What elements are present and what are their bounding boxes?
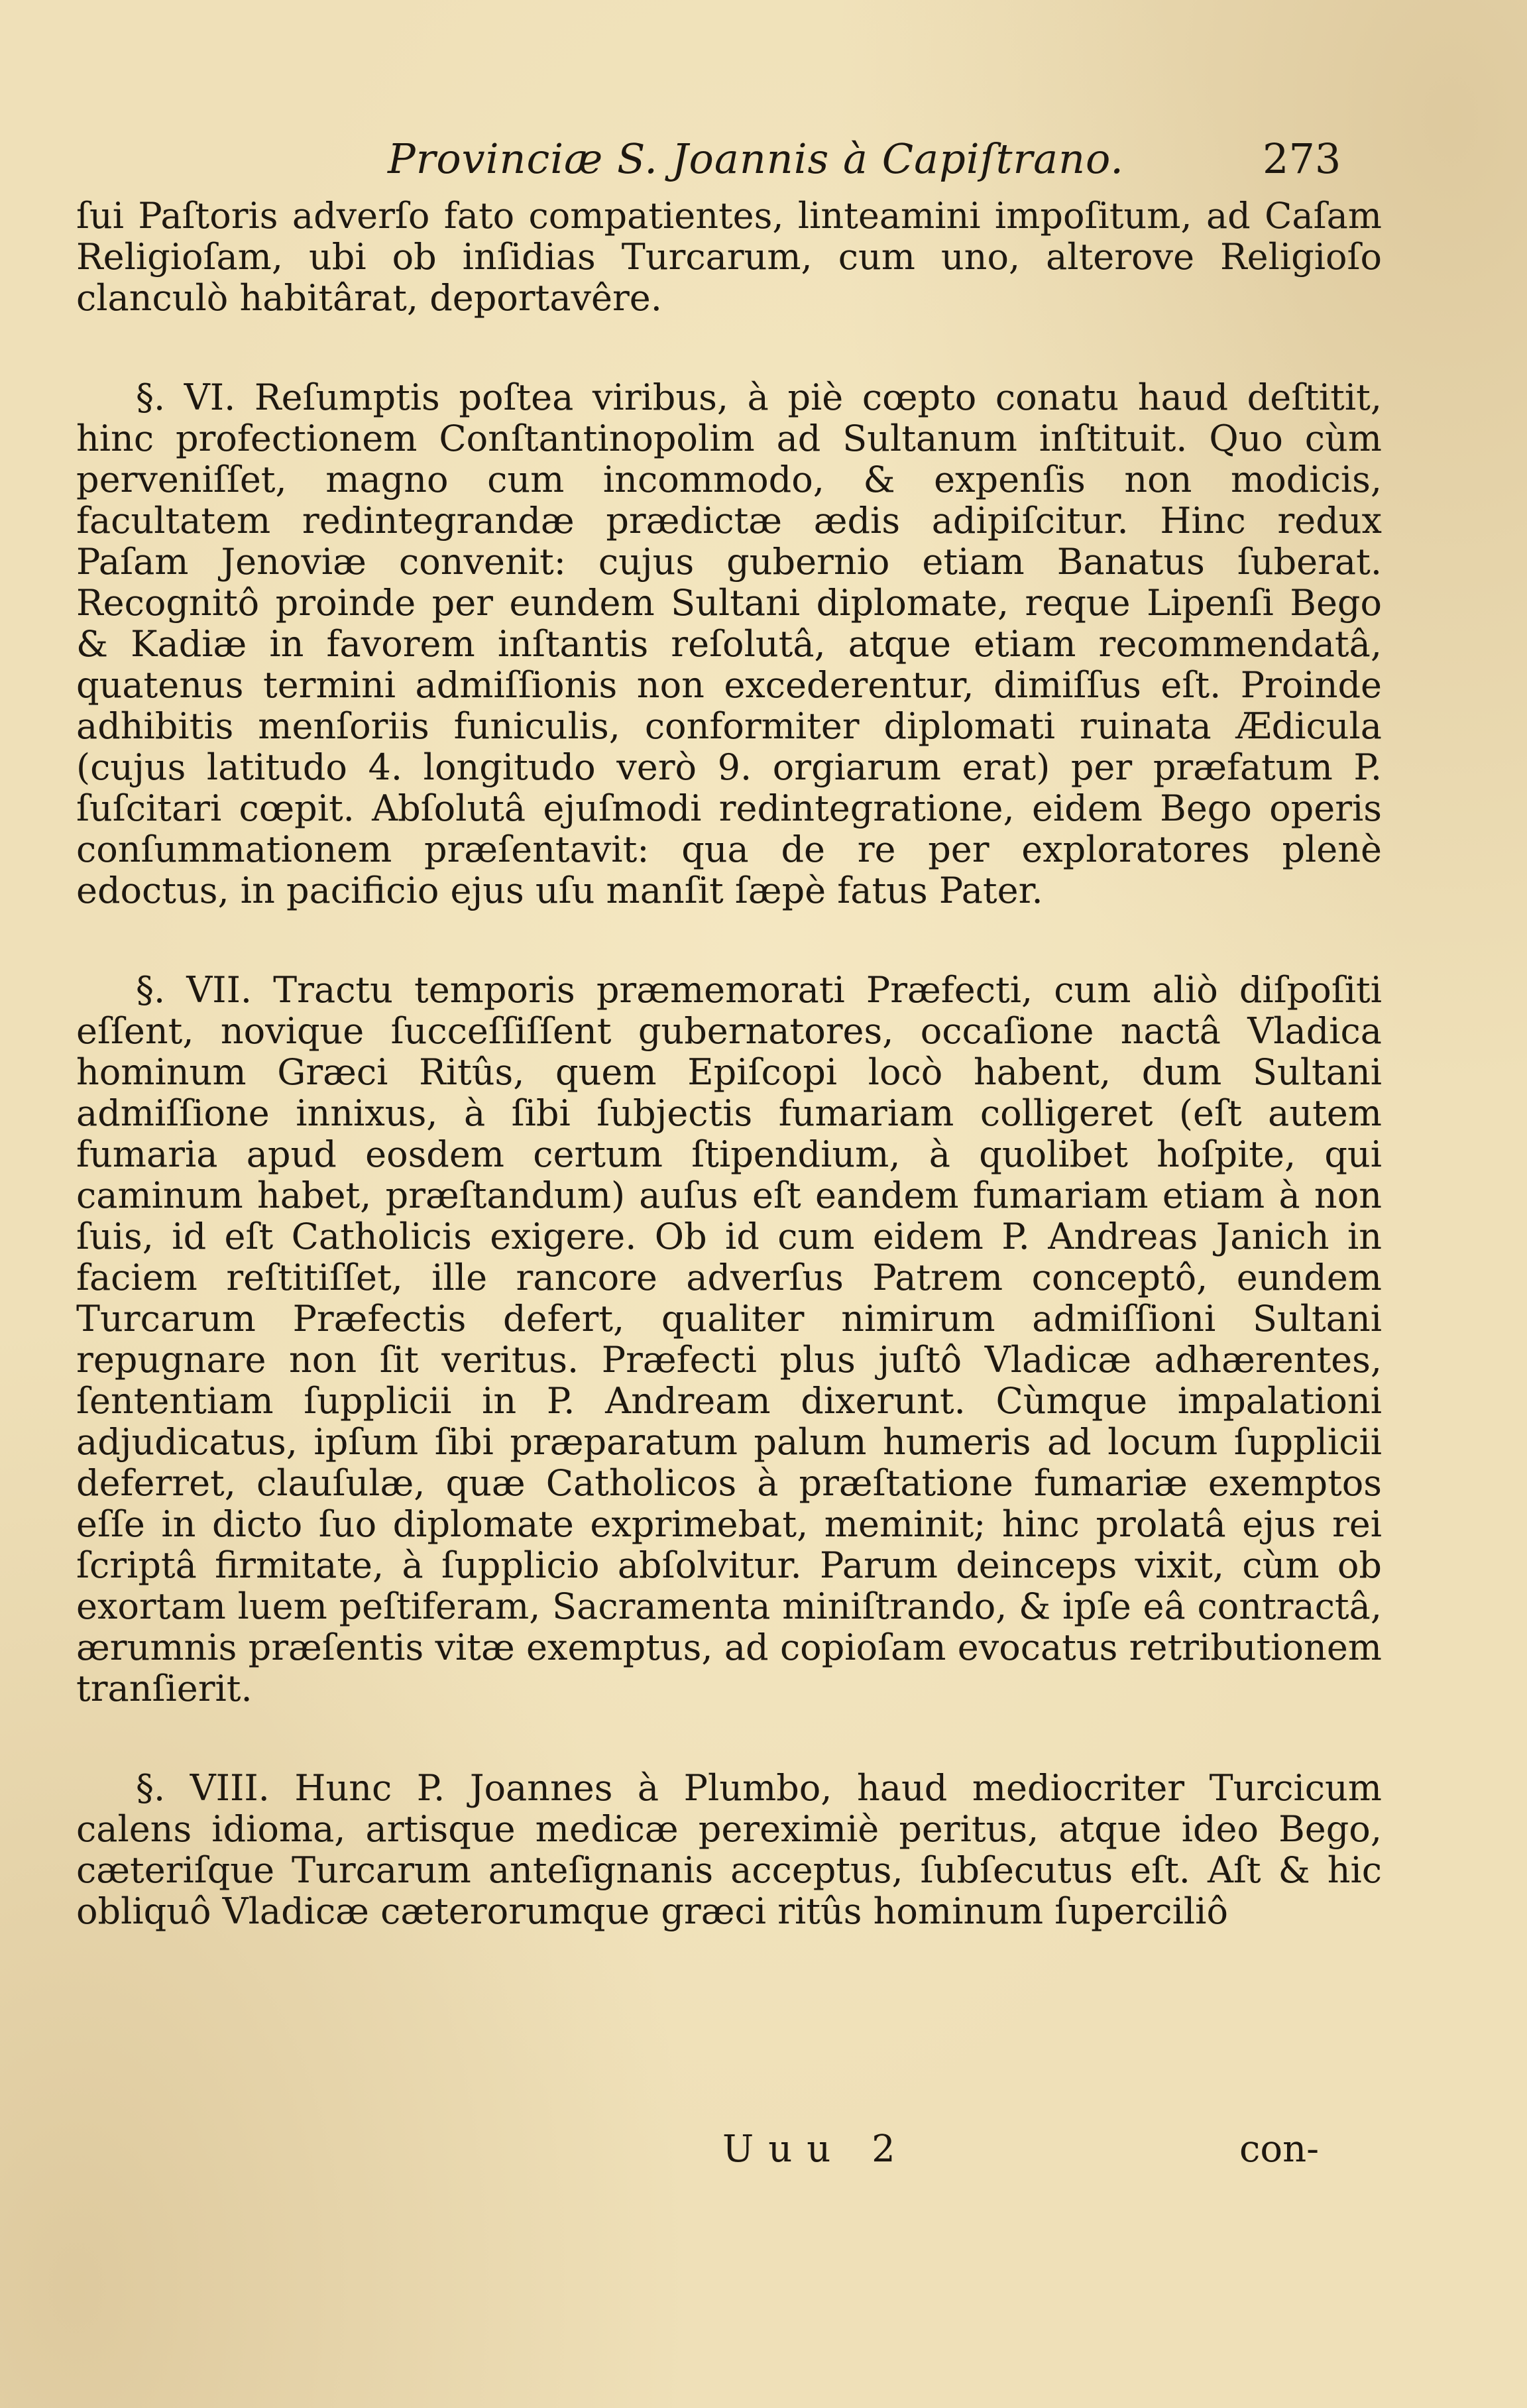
page-footer <box>0 2128 1527 2174</box>
catchword: con- <box>1239 2128 1320 2171</box>
running-title: Provinciæ S. Joannis à Capiſtrano. <box>388 135 1124 183</box>
paragraph-section-viii: §. VIII. Hunc P. Joannes à Plumbo, haud mediocriter Turcicum calens idioma, artisque medicæ pereximiè peritus, atque ideo Bego, cæteriſque Turcarum anteſignanis acceptus, ſubſecutus eſt. Aſt & hic obliquô Vladicæ cæterorumque græci ritûs hominum ſuperciliô <box>76 1767 1382 1932</box>
signature-mark: Uuu 2 <box>722 2128 910 2171</box>
page-number: 273 <box>1263 135 1341 183</box>
running-head <box>0 129 1527 189</box>
body-text <box>76 196 1382 1990</box>
paragraph-section-vi: §. VI. Reſumptis poſtea viribus, à piè cœpto conatu haud deſtitit, hinc profectionem Conſtantinopolim ad Sultanum inſtituit. Quo cùm perveniſſet, magno cum incommodo, & expenſis non modicis, facultatem redintegrandæ prædictæ ædis adipiſcitur. Hinc redux Paſam Jenoviæ convenit: cujus gubernio etiam Banatus ſuberat. Recognitô proinde per eundem Sultani diplomate, reque Lipenſi Bego & Kadiæ in favorem inſtantis reſolutâ, atque etiam recommendatâ, quatenus termini admiſſionis non excederentur, dimiſſus eſt. Proinde adhibitis menſoriis funiculis, conformiter diplomati ruinata Ædicula (cujus latitudo 4. longitudo verò 9. orgiarum erat) per præfatum P. ſuſcitari cœpit. Abſolutâ ejuſmodi redintegratione, eidem Bego operis conſummationem præſentavit: qua de re per exploratores plenè edoctus, in pacificio ejus uſu manſit ſæpè fatus Pater. <box>76 376 1382 911</box>
paragraph-continuation: ſui Paſtoris adverſo fato compatientes, linteamini impoſitum, ad Caſam Religioſam, ubi ob inſidias Turcarum, cum uno, alterove Religioſo clanculò habitârat, deportavêre. <box>76 195 1382 319</box>
paragraph-section-vii: §. VII. Tractu temporis præmemorati Præfecti, cum aliò diſpoſiti eſſent, novique ſucceſſiſſent gubernatores, occaſione nactâ Vladica hominum Græci Ritûs, quem Epiſcopi locò habent, dum Sultani admiſſione innixus, à ſibi ſubjectis fumariam colligeret (eſt autem fumaria apud eosdem certum ſtipendium, à quolibet hoſpite, qui caminum habet, præſtandum) auſus eſt eandem fumariam etiam à non ſuis, id eſt Catholicis exigere. Ob id cum eidem P. Andreas Janich in faciem reſtitiſſet, ille rancore adverſus Patrem conceptô, eundem Turcarum Præfectis defert, qualiter nimirum admiſſioni Sultani repugnare non ſit veritus. Præfecti plus juſtô Vladicæ adhærentes, ſententiam ſupplicii in P. Andream dixerunt. Cùmque impalationi adjudicatus, ipſum ſibi præparatum palum humeris ad locum ſupplicii deferret, clauſulæ, quæ Catholicos à præſtatione fumariæ exemptos eſſe in dicto ſuo diplomate exprimebat, meminit; hinc prolatâ ejus rei ſcriptâ firmitate, à ſupplicio abſolvitur. Parum deinceps vixit, cùm ob exortam luem peſtiferam, Sacramenta miniſtrando, & ipſe eâ contractâ, ærumnis præſentis vitæ exemptus, ad copioſam evocatus retributionem tranſierit. <box>76 969 1382 1709</box>
